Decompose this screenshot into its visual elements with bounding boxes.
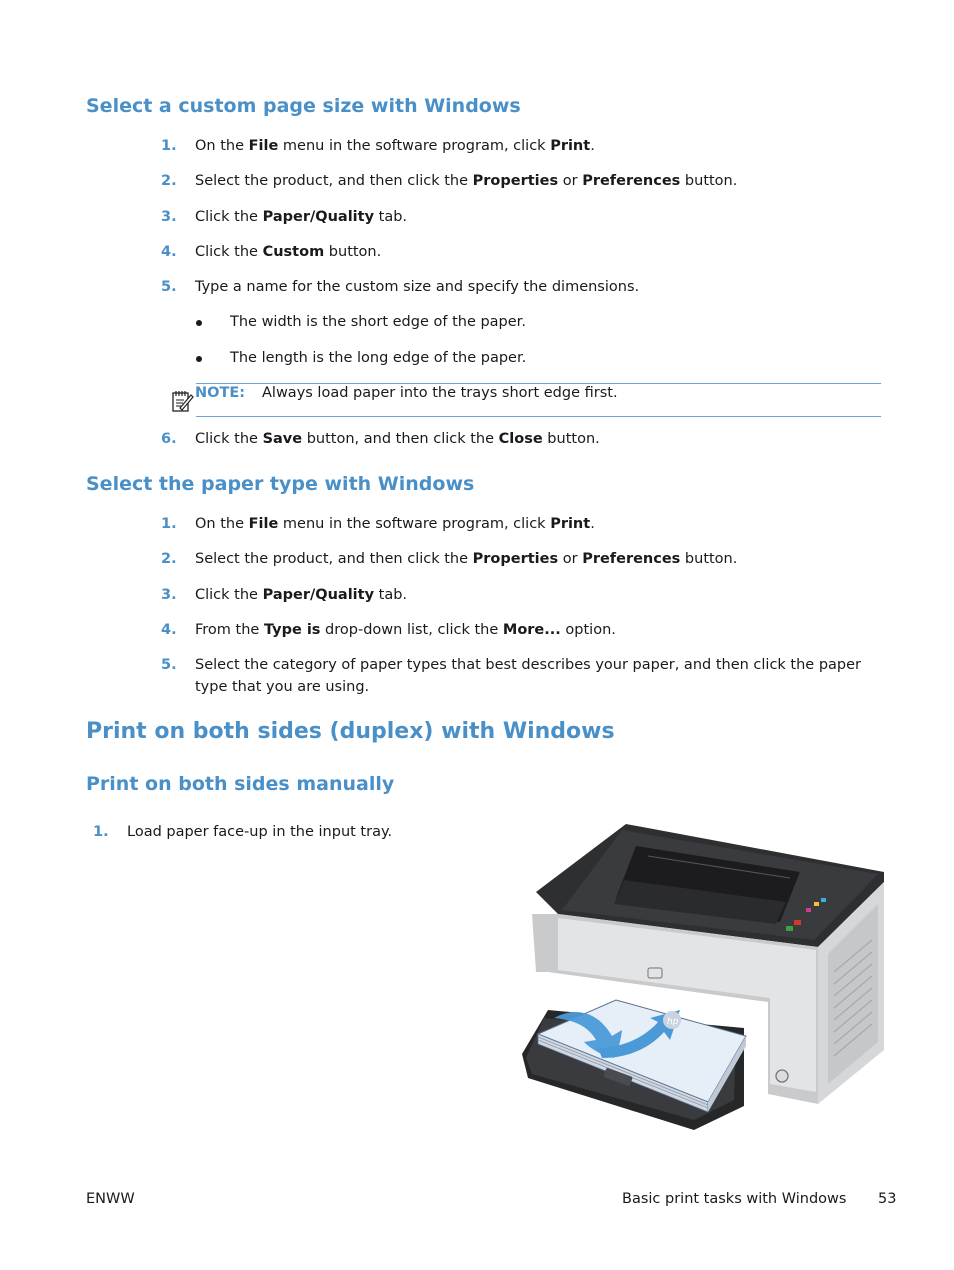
step-text: Select the product, and then click the Properties or Preferences button. [195, 173, 738, 189]
step-number: 1. [161, 138, 177, 154]
step-text: From the Type is drop-down list, click the More... option. [195, 622, 616, 638]
subheading-manual-duplex: Print on both sides manually [86, 773, 395, 795]
heading-custom-page-size: Select a custom page size with Windows [86, 95, 521, 117]
step-number: 4. [161, 244, 177, 260]
step-number: 3. [161, 587, 177, 603]
step-text: Click the Save button, and then click the Close button. [195, 431, 600, 447]
step-number: 5. [161, 279, 177, 295]
bullet-dot-icon [196, 356, 202, 362]
heading-duplex: Print on both sides (duplex) with Windows [86, 719, 615, 744]
page-number: 53 [878, 1191, 897, 1207]
bullet-text: The length is the long edge of the paper. [230, 350, 527, 366]
step-text: Select the category of paper types that best describes your paper, and then click the paper type that you are using. [195, 657, 862, 695]
step-text: Select the product, and then click the Properties or Preferences button. [195, 551, 738, 567]
footer-left: ENWW [86, 1191, 135, 1207]
step-number: 6. [161, 431, 177, 447]
svg-text:hp: hp [667, 1017, 679, 1027]
footer-center: Basic print tasks with Windows [622, 1191, 847, 1207]
step-number: 2. [161, 551, 177, 567]
printer-illustration [518, 822, 888, 1134]
step-number: 1. [161, 516, 177, 532]
step-number: 5. [161, 657, 177, 673]
step-number: 1. [93, 824, 109, 840]
note-pad-icon [170, 388, 194, 414]
step-text: On the File menu in the software program, click Print. [195, 138, 595, 154]
step-number: 4. [161, 622, 177, 638]
step-number: 2. [161, 173, 177, 189]
heading-paper-type: Select the paper type with Windows [86, 473, 475, 495]
step-text: Click the Paper/Quality tab. [195, 587, 408, 603]
note-text: Always load paper into the trays short edge first. [262, 385, 618, 401]
bullet-dot-icon [196, 320, 202, 326]
step-text: Click the Paper/Quality tab. [195, 209, 408, 225]
step-text: On the File menu in the software program, click Print. [195, 516, 595, 532]
step-text: Type a name for the custom size and specify the dimensions. [195, 279, 640, 295]
step-text: Load paper face-up in the input tray. [127, 824, 393, 840]
note-label: NOTE: [195, 385, 246, 401]
note-bottom-rule [196, 416, 881, 417]
step-text: Click the Custom button. [195, 244, 382, 260]
step-number: 3. [161, 209, 177, 225]
bullet-text: The width is the short edge of the paper. [230, 314, 526, 330]
